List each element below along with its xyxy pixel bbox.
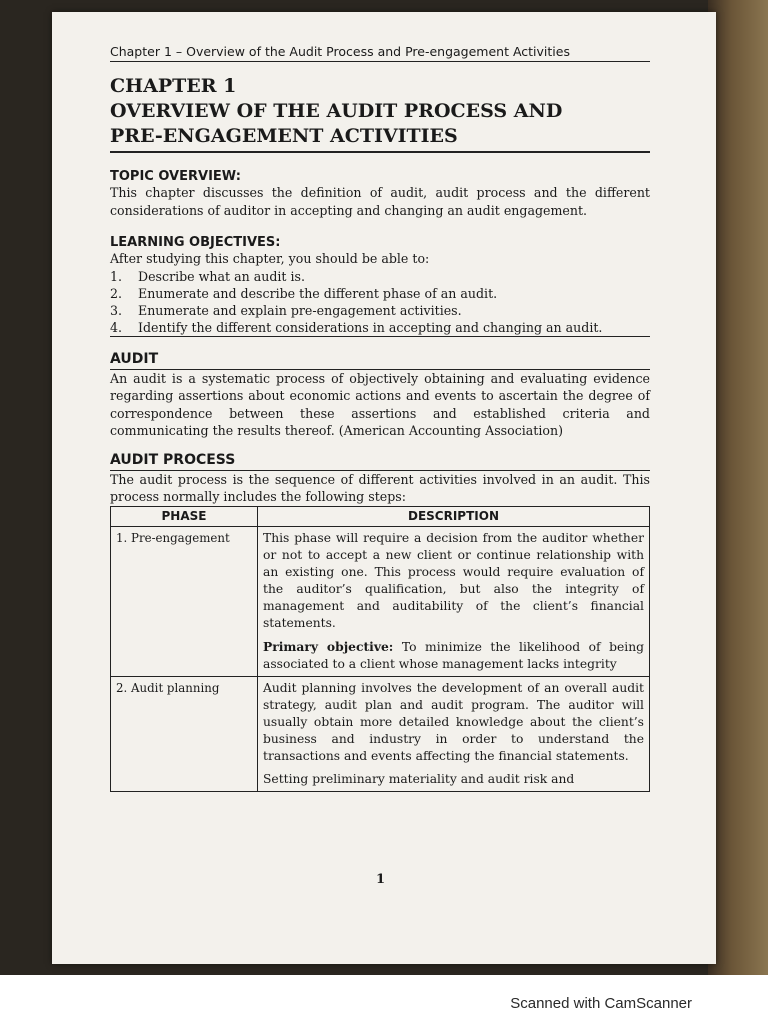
- description-text: This phase will require a decision from the auditor whether or not to accept a new client or continue relationship with an existing one. This process would require evaluation of the auditor’s qualification, but also the integrity of management and auditability of the client’s financial statements.: [263, 530, 644, 630]
- list-item: [110, 302, 650, 319]
- list-number: 1.: [110, 268, 123, 284]
- audit-process-heading: AUDIT PROCESS: [110, 452, 650, 471]
- list-text: Enumerate and describe the different phase of an audit.: [138, 285, 498, 301]
- topic-overview-heading: TOPIC OVERVIEW:: [110, 169, 241, 184]
- list-item: [110, 319, 650, 337]
- list-item: [110, 268, 650, 285]
- primary-objective-label: Primary objective:: [263, 638, 394, 654]
- list-number: 2.: [110, 285, 123, 301]
- page-number: 1: [376, 872, 386, 887]
- description-text-continued: Setting preliminary materiality and audit risk and: [263, 771, 575, 786]
- description-cell: [258, 676, 650, 791]
- phase-cell: 2. Audit planning: [111, 676, 258, 791]
- table-row: [111, 676, 650, 791]
- description-cell: [258, 526, 650, 676]
- list-text: Describe what an audit is.: [138, 268, 305, 284]
- learning-objectives-list: [110, 268, 650, 337]
- audit-heading: AUDIT: [110, 351, 650, 370]
- audit-process-intro: The audit process is the sequence of different activities involved in an audit. This process normally includes the following steps:: [110, 471, 650, 504]
- chapter-title: [110, 74, 650, 149]
- chapter-title-line-1: OVERVIEW OF THE AUDIT PROCESS AND: [110, 100, 563, 122]
- description-text: Audit planning involves the development of an overall audit strategy, audit plan and audit program. The auditor will usually obtain more detailed knowledge about the client’s business and industry in order to understand the transactions and events affecting the financial statements.: [263, 680, 644, 763]
- phase-cell: 1. Pre-engagement: [111, 526, 258, 676]
- primary-objective-text: To minimize the likelihood of being associated to a client whose management lacks integrity: [263, 639, 645, 671]
- audit-definition: An audit is a systematic process of objectively obtaining and evaluating evidence regarding assertions about economic actions and events to ascertain the degree of correspondence between these assertions and established criteria and communicating the results thereof. (American Accounting Association): [110, 370, 650, 438]
- topic-overview-text: This chapter discusses the definition of audit, audit process and the different considerations of auditor in accepting and changing an audit engagement.: [110, 185, 650, 218]
- chapter-number: CHAPTER 1: [110, 75, 237, 97]
- desk-edge: [708, 0, 768, 975]
- learning-objectives-intro: After studying this chapter, you should be able to:: [110, 251, 430, 266]
- list-number: 4.: [110, 319, 123, 335]
- list-item: [110, 285, 650, 302]
- audit-phases-table: [110, 506, 650, 792]
- page-content: [110, 32, 650, 792]
- primary-objective: [263, 638, 644, 673]
- chapter-title-line-2: PRE-ENGAGEMENT ACTIVITIES: [110, 125, 458, 147]
- list-text: Identify the different considerations in accepting and changing an audit.: [138, 319, 603, 335]
- document-page: [52, 12, 716, 964]
- table-header-row: [111, 506, 650, 526]
- scanner-watermark: Scanned with CamScanner: [510, 995, 692, 1012]
- learning-objectives-heading: LEARNING OBJECTIVES:: [110, 235, 281, 250]
- table-row: [111, 526, 650, 676]
- list-text: Enumerate and explain pre-engagement activities.: [138, 302, 462, 318]
- phase-column-header: PHASE: [111, 506, 258, 526]
- running-head: Chapter 1 – Overview of the Audit Process and Pre-engagement Activities: [110, 44, 650, 62]
- title-rule: [110, 151, 650, 153]
- list-number: 3.: [110, 302, 123, 318]
- description-column-header: DESCRIPTION: [258, 506, 650, 526]
